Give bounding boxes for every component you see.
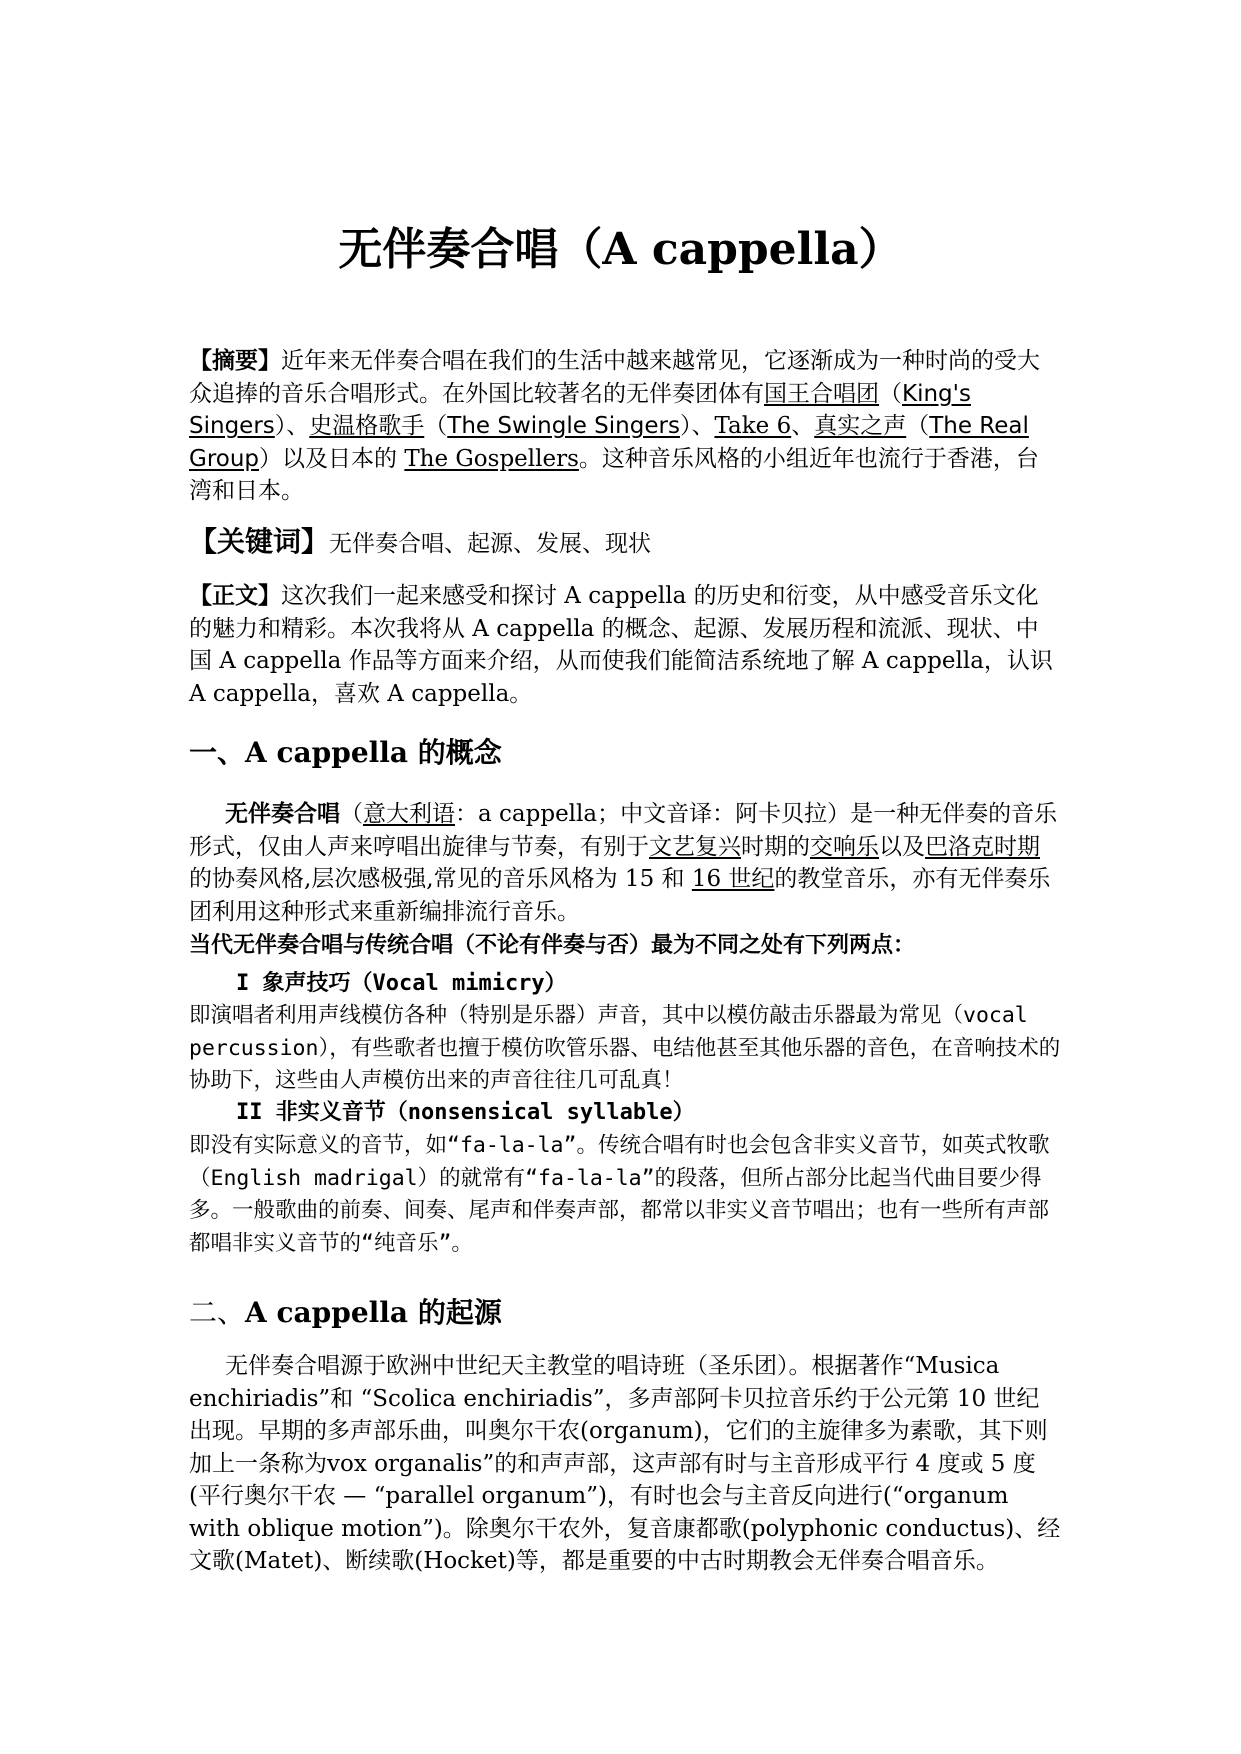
link-real-group-en[interactable]: The Real Group bbox=[189, 413, 1029, 472]
section2-heading-text: A cappella 的起源 bbox=[245, 1296, 502, 1329]
keywords-label: 【关键词】 bbox=[189, 525, 330, 558]
abstract-text-2: ）以及日本的 bbox=[259, 445, 405, 472]
link-renaissance[interactable]: 文艺复兴 bbox=[649, 833, 741, 860]
paren: ）、 bbox=[679, 413, 715, 439]
abstract-paragraph bbox=[189, 345, 1061, 508]
link-baroque[interactable]: 巴洛克时期 bbox=[925, 833, 1040, 860]
link-gospellers[interactable]: The Gospellers bbox=[404, 445, 579, 472]
section1-text-f: 的教堂音乐，亦有无伴奏乐团利用这种形式来重新编排流行音乐。 bbox=[189, 866, 1051, 925]
point2-text: 即没有实际意义的音节，如“fa-la-la”。传统合唱有时也会包含非实义音节，如英式牧歌（English madrigal）的就常有“fa-la-la”的段落，但所占部分比起当代曲目要少得多。一般歌曲的前奏、间奏、尾声和伴奏声部，都常以非实义音节唱出；也有一些所有声部都唱非实义音节的“纯音乐”。 bbox=[189, 1133, 1050, 1256]
section2-paragraph: 无伴奏合唱源于欧洲中世纪天主教堂的唱诗班（圣乐团）。根据著作“Musica enchiriadis”和 “Scolica enchiriadis”，多声部阿卡贝拉音乐约于公元第 10 世纪出现。早期的多声部乐曲，叫奥尔干农(organum)，它们的主旋律多为素歌，其下则加上一条称为vox organalis”的和声声部，这声部有时与主音形成平行 4 度或 5 度(平行奥尔干农 — “parallel organum”)，有时也会与主音反向进行(“organum with oblique motion”)。除奥尔干农外，复音康都歌(polyphonic conductus)、经文歌(Matet)、断续歌(Hocket)等，都是重要的中古时期教会无伴奏合唱音乐。 bbox=[189, 1353, 1061, 1574]
paren: ）、 bbox=[274, 413, 310, 439]
section1-heading: 一、A cappella 的概念 bbox=[189, 736, 502, 769]
keywords-text: 无伴奏合唱、起源、发展、现状 bbox=[329, 531, 652, 557]
link-16th-century[interactable]: 16 世纪 bbox=[691, 866, 775, 892]
point2-title: II 非实义音节（nonsensical syllable） bbox=[236, 1100, 695, 1125]
paren: （ bbox=[424, 413, 448, 439]
link-real-group-cn[interactable]: 真实之声 bbox=[814, 413, 907, 439]
document-title: 无伴奏合唱（A cappella） bbox=[338, 224, 903, 275]
abstract-text-1: 近年来无伴奏合唱在我们的生活中越来越常见，它逐渐成为一种时尚的受大众追捧的音乐合唱形式。在外国比较著名的无伴奏团体有 bbox=[189, 348, 1040, 407]
link-symphony[interactable]: 交响乐 bbox=[810, 833, 879, 860]
section1-text-d: 以及 bbox=[879, 833, 925, 860]
body-intro-label: 【正文】 bbox=[189, 583, 281, 609]
section1-paragraph bbox=[189, 798, 1061, 928]
link-take6[interactable]: Take 6 bbox=[714, 413, 792, 439]
section1-text-e: 的协奏风格,层次感极强,常见的音乐风格为 15 和 bbox=[189, 866, 692, 892]
abstract-text-3: 。这种音乐风格的小组近年也流行于香港，台湾和日本。 bbox=[189, 445, 1039, 504]
section2-heading bbox=[189, 1295, 502, 1331]
keywords-paragraph bbox=[189, 522, 1061, 564]
link-swingle-cn[interactable]: 史温格歌手 bbox=[309, 413, 425, 439]
link-italian[interactable]: 意大利语 bbox=[363, 801, 455, 827]
paren: （ bbox=[906, 413, 930, 439]
paren: （ bbox=[340, 801, 363, 827]
link-swingle-en[interactable]: The Swingle Singers bbox=[447, 413, 680, 439]
section2-heading-prefix: 二、 bbox=[189, 1296, 246, 1329]
abstract-label: 【摘要】 bbox=[189, 348, 281, 374]
body-intro-paragraph bbox=[189, 580, 1061, 710]
differences-heading: 当代无伴奏合唱与传统合唱（不论有伴奏与否）最为不同之处有下列两点： bbox=[189, 933, 916, 958]
point1-title: I 象声技巧（Vocal mimicry） bbox=[236, 971, 567, 996]
point1-text: 即演唱者利用声线模仿各种（特别是乐器）声音，其中以模仿敲击乐器最为常见（vocal percussion），有些歌者也擅于模仿吹管乐器、电结他甚至其他乐器的音色，在音响技术的协助下，这些由人声模仿出来的声音往往几可乱真！ bbox=[189, 1003, 1061, 1093]
paren: （ bbox=[879, 380, 902, 407]
section1-text-b: ：a cappella；中文音译：阿卡贝拉）是一种无伴奏的音乐形式，仅由人声来哼唱出旋律与节奏，有别于 bbox=[189, 801, 1058, 860]
link-kings-singers-cn[interactable]: 国王合唱团 bbox=[764, 380, 879, 407]
term-bold: 无伴奏合唱 bbox=[225, 801, 340, 827]
link-kings-singers-en[interactable]: King's Singers bbox=[189, 380, 971, 439]
body-intro-text: 这次我们一起来感受和探讨 A cappella 的历史和衍变，从中感受音乐文化的魅力和精彩。本次我将从 A cappella 的概念、起源、发展历程和流派、现状、中国 A cappella 作品等方面来介绍，从而使我们能简洁系统地了解 A cappella，认识 A cappella，喜欢 A cappella。 bbox=[189, 583, 1053, 707]
section1-text-c: 时期的 bbox=[741, 833, 810, 860]
separator: 、 bbox=[791, 413, 815, 439]
